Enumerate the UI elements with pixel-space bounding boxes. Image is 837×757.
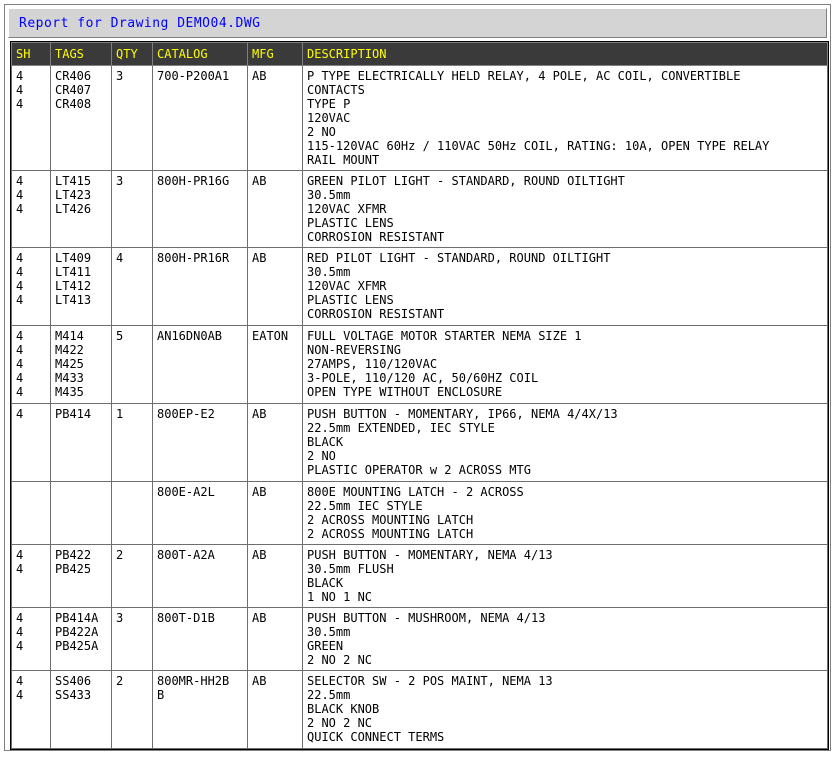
cell-description-line: P TYPE ELECTRICALLY HELD RELAY, 4 POLE, AC COIL, CONVERTIBLE xyxy=(307,69,741,83)
cell-description-line: PLASTIC OPERATOR w 2 ACROSS MTG xyxy=(307,463,531,477)
cell-tags-line: PB414 xyxy=(55,407,92,421)
cell-mfg: AB xyxy=(248,545,303,608)
cell-description xyxy=(303,545,828,608)
cell-sh xyxy=(12,248,51,326)
cell-sh-line: 4 xyxy=(16,251,24,265)
table-row[interactable] xyxy=(12,608,828,671)
table-row[interactable] xyxy=(12,404,828,482)
cell-qty xyxy=(112,482,153,545)
cell-description-line: 27AMPS, 110/120VAC xyxy=(307,357,438,371)
cell-description-line: CORROSION RESISTANT xyxy=(307,307,445,321)
cell-sh-line: 4 xyxy=(16,329,24,343)
cell-tags-line: LT415 xyxy=(55,174,92,188)
cell-sh-line: 4 xyxy=(16,562,24,576)
cell-description-line: 30.5mm xyxy=(307,188,351,202)
cell-qty: 3 xyxy=(112,171,153,248)
cell-catalog-line: AN16DN0AB xyxy=(157,329,223,343)
table-row[interactable] xyxy=(12,171,828,248)
table-row[interactable] xyxy=(12,248,828,326)
cell-description-line: 22.5mm xyxy=(307,688,351,702)
cell-tags-line: CR407 xyxy=(55,83,92,97)
cell-description-line: PLASTIC LENS xyxy=(307,216,394,230)
cell-description-line: 120VAC XFMR xyxy=(307,202,387,216)
bom-table xyxy=(11,42,828,749)
cell-description-line: FULL VOLTAGE MOTOR STARTER NEMA SIZE 1 xyxy=(307,329,582,343)
cell-description-line: TYPE P xyxy=(307,97,351,111)
cell-description-line: 22.5mm EXTENDED, IEC STYLE xyxy=(307,421,495,435)
cell-sh-line: 4 xyxy=(16,293,24,307)
cell-description xyxy=(303,482,828,545)
cell-sh-line: 4 xyxy=(16,343,24,357)
cell-tags xyxy=(51,608,112,671)
cell-description-line: 1 NO 1 NC xyxy=(307,590,373,604)
cell-catalog xyxy=(153,404,248,482)
cell-catalog xyxy=(153,248,248,326)
cell-description-line: CONTACTS xyxy=(307,83,365,97)
cell-description-line: 22.5mm IEC STYLE xyxy=(307,499,423,513)
cell-catalog-line: 800MR-HH2B xyxy=(157,674,230,688)
column-header-qty[interactable]: QTY xyxy=(112,43,153,66)
report-title: Report for Drawing DEMO04.DWG xyxy=(19,16,261,31)
cell-description-line: CORROSION RESISTANT xyxy=(307,230,445,244)
cell-sh xyxy=(12,545,51,608)
cell-tags-line: LT409 xyxy=(55,251,92,265)
cell-tags-line: LT412 xyxy=(55,279,92,293)
cell-description-line: BLACK xyxy=(307,576,344,590)
cell-description-line: GREEN PILOT LIGHT - STANDARD, ROUND OILTIGHT xyxy=(307,174,625,188)
cell-sh-line: 4 xyxy=(16,385,24,399)
cell-tags-line: LT413 xyxy=(55,293,92,307)
header-row xyxy=(12,43,828,66)
cell-tags-line: CR408 xyxy=(55,97,92,111)
cell-description-line: PUSH BUTTON - MUSHROOM, NEMA 4/13 xyxy=(307,611,546,625)
report-window xyxy=(4,4,831,751)
cell-sh-line: 4 xyxy=(16,97,24,111)
cell-sh-line: 4 xyxy=(16,688,24,702)
cell-mfg: AB xyxy=(248,248,303,326)
column-header-sh[interactable]: SH xyxy=(12,43,51,66)
cell-sh xyxy=(12,66,51,171)
cell-description-line: 2 NO xyxy=(307,449,336,463)
cell-sh xyxy=(12,171,51,248)
bom-table-body xyxy=(12,66,828,749)
cell-sh-line: 4 xyxy=(16,69,24,83)
cell-description-line: 2 NO 2 NC xyxy=(307,653,373,667)
cell-description-line: PUSH BUTTON - MOMENTARY, NEMA 4/13 xyxy=(307,548,553,562)
cell-description xyxy=(303,248,828,326)
cell-description-line: 2 NO 2 NC xyxy=(307,716,373,730)
column-header-mfg[interactable]: MFG xyxy=(248,43,303,66)
cell-catalog xyxy=(153,482,248,545)
cell-description-line: 2 ACROSS MOUNTING LATCH xyxy=(307,527,474,541)
cell-sh-line: 4 xyxy=(16,188,24,202)
cell-tags-line: LT411 xyxy=(55,265,92,279)
cell-qty: 5 xyxy=(112,326,153,404)
column-header-catalog[interactable]: CATALOG xyxy=(153,43,248,66)
cell-description-line: PUSH BUTTON - MOMENTARY, IP66, NEMA 4/4X/13 xyxy=(307,407,618,421)
column-header-description[interactable]: DESCRIPTION xyxy=(303,43,828,66)
cell-description-line: BLACK KNOB xyxy=(307,702,380,716)
cell-catalog xyxy=(153,66,248,171)
cell-tags-line: LT423 xyxy=(55,188,92,202)
cell-description-line: 115-120VAC 60Hz / 110VAC 50Hz COIL, RATING: 10A, OPEN TYPE RELAY xyxy=(307,139,770,153)
column-header-tags[interactable]: TAGS xyxy=(51,43,112,66)
cell-description xyxy=(303,171,828,248)
cell-catalog-line: 800H-PR16R xyxy=(157,251,230,265)
cell-mfg: AB xyxy=(248,608,303,671)
cell-qty: 1 xyxy=(112,404,153,482)
cell-qty: 3 xyxy=(112,608,153,671)
cell-tags-line: M435 xyxy=(55,385,84,399)
bom-table-container xyxy=(10,41,829,750)
cell-catalog-line: 800E-A2L xyxy=(157,485,215,499)
table-row[interactable] xyxy=(12,66,828,171)
cell-tags-line: PB414A xyxy=(55,611,99,625)
cell-sh-line: 4 xyxy=(16,83,24,97)
cell-sh-line: 4 xyxy=(16,202,24,216)
cell-description-line: PLASTIC LENS xyxy=(307,293,394,307)
cell-description-line: 120VAC xyxy=(307,111,351,125)
cell-sh xyxy=(12,326,51,404)
cell-tags-line: LT426 xyxy=(55,202,92,216)
cell-qty: 2 xyxy=(112,545,153,608)
cell-tags-line: SS406 xyxy=(55,674,92,688)
cell-tags-line: SS433 xyxy=(55,688,92,702)
cell-tags-line: PB422A xyxy=(55,625,99,639)
cell-mfg: EATON xyxy=(248,326,303,404)
cell-description-line: 2 NO xyxy=(307,125,336,139)
table-row[interactable] xyxy=(12,326,828,404)
cell-description-line: 30.5mm FLUSH xyxy=(307,562,394,576)
cell-sh xyxy=(12,608,51,671)
cell-tags xyxy=(51,171,112,248)
cell-tags-line: PB425A xyxy=(55,639,99,653)
cell-description-line: 30.5mm xyxy=(307,265,351,279)
cell-mfg: AB xyxy=(248,671,303,749)
cell-mfg: AB xyxy=(248,482,303,545)
cell-description xyxy=(303,66,828,171)
cell-description-line: NON-REVERSING xyxy=(307,343,401,357)
cell-description xyxy=(303,671,828,749)
table-row[interactable] xyxy=(12,671,828,749)
cell-sh-line: 4 xyxy=(16,611,24,625)
cell-sh-line: 4 xyxy=(16,548,24,562)
cell-catalog-line: 800EP-E2 xyxy=(157,407,215,421)
cell-description xyxy=(303,326,828,404)
cell-description-line: 30.5mm xyxy=(307,625,351,639)
cell-mfg: AB xyxy=(248,404,303,482)
cell-tags-line: M433 xyxy=(55,371,84,385)
cell-tags-line: CR406 xyxy=(55,69,92,83)
cell-catalog xyxy=(153,171,248,248)
cell-sh-line: 4 xyxy=(16,639,24,653)
cell-tags xyxy=(51,404,112,482)
cell-catalog-line: 800T-A2A xyxy=(157,548,215,562)
cell-sh-line: 4 xyxy=(16,625,24,639)
cell-sh-line: 4 xyxy=(16,371,24,385)
cell-catalog xyxy=(153,545,248,608)
cell-sh xyxy=(12,404,51,482)
cell-catalog xyxy=(153,326,248,404)
cell-description-line: RAIL MOUNT xyxy=(307,153,380,167)
cell-description-line: RED PILOT LIGHT - STANDARD, ROUND OILTIGHT xyxy=(307,251,611,265)
cell-mfg: AB xyxy=(248,66,303,171)
cell-tags-line: M414 xyxy=(55,329,84,343)
cell-catalog-line: B xyxy=(157,688,165,702)
cell-catalog-line: 800T-D1B xyxy=(157,611,215,625)
cell-sh-line: 4 xyxy=(16,174,24,188)
cell-sh xyxy=(12,482,51,545)
cell-sh-line: 4 xyxy=(16,279,24,293)
table-row[interactable] xyxy=(12,545,828,608)
cell-sh-line: 4 xyxy=(16,407,24,421)
cell-description xyxy=(303,608,828,671)
cell-mfg: AB xyxy=(248,171,303,248)
cell-description-line: BLACK xyxy=(307,435,344,449)
cell-description-line: 2 ACROSS MOUNTING LATCH xyxy=(307,513,474,527)
table-row[interactable] xyxy=(12,482,828,545)
report-title-bar xyxy=(8,8,827,38)
cell-tags-line: PB425 xyxy=(55,562,92,576)
cell-tags-line: M425 xyxy=(55,357,84,371)
cell-description-line: 120VAC XFMR xyxy=(307,279,387,293)
cell-description-line: OPEN TYPE WITHOUT ENCLOSURE xyxy=(307,385,503,399)
cell-qty: 4 xyxy=(112,248,153,326)
cell-tags xyxy=(51,66,112,171)
cell-description-line: GREEN xyxy=(307,639,344,653)
cell-sh-line: 4 xyxy=(16,357,24,371)
cell-sh-line: 4 xyxy=(16,265,24,279)
cell-tags xyxy=(51,545,112,608)
cell-sh xyxy=(12,671,51,749)
cell-qty: 2 xyxy=(112,671,153,749)
cell-tags-line: PB422 xyxy=(55,548,92,562)
cell-catalog-line: 800H-PR16G xyxy=(157,174,230,188)
cell-description-line: 800E MOUNTING LATCH - 2 ACROSS xyxy=(307,485,524,499)
cell-catalog-line: 700-P200A1 xyxy=(157,69,230,83)
cell-catalog xyxy=(153,608,248,671)
cell-sh-line: 4 xyxy=(16,674,24,688)
cell-tags xyxy=(51,671,112,749)
cell-description-line: QUICK CONNECT TERMS xyxy=(307,730,445,744)
cell-tags xyxy=(51,326,112,404)
cell-tags xyxy=(51,248,112,326)
cell-qty: 3 xyxy=(112,66,153,171)
cell-tags xyxy=(51,482,112,545)
cell-description-line: SELECTOR SW - 2 POS MAINT, NEMA 13 xyxy=(307,674,553,688)
cell-description xyxy=(303,404,828,482)
cell-catalog xyxy=(153,671,248,749)
cell-tags-line: M422 xyxy=(55,343,84,357)
cell-description-line: 3-POLE, 110/120 AC, 50/60HZ COIL xyxy=(307,371,539,385)
